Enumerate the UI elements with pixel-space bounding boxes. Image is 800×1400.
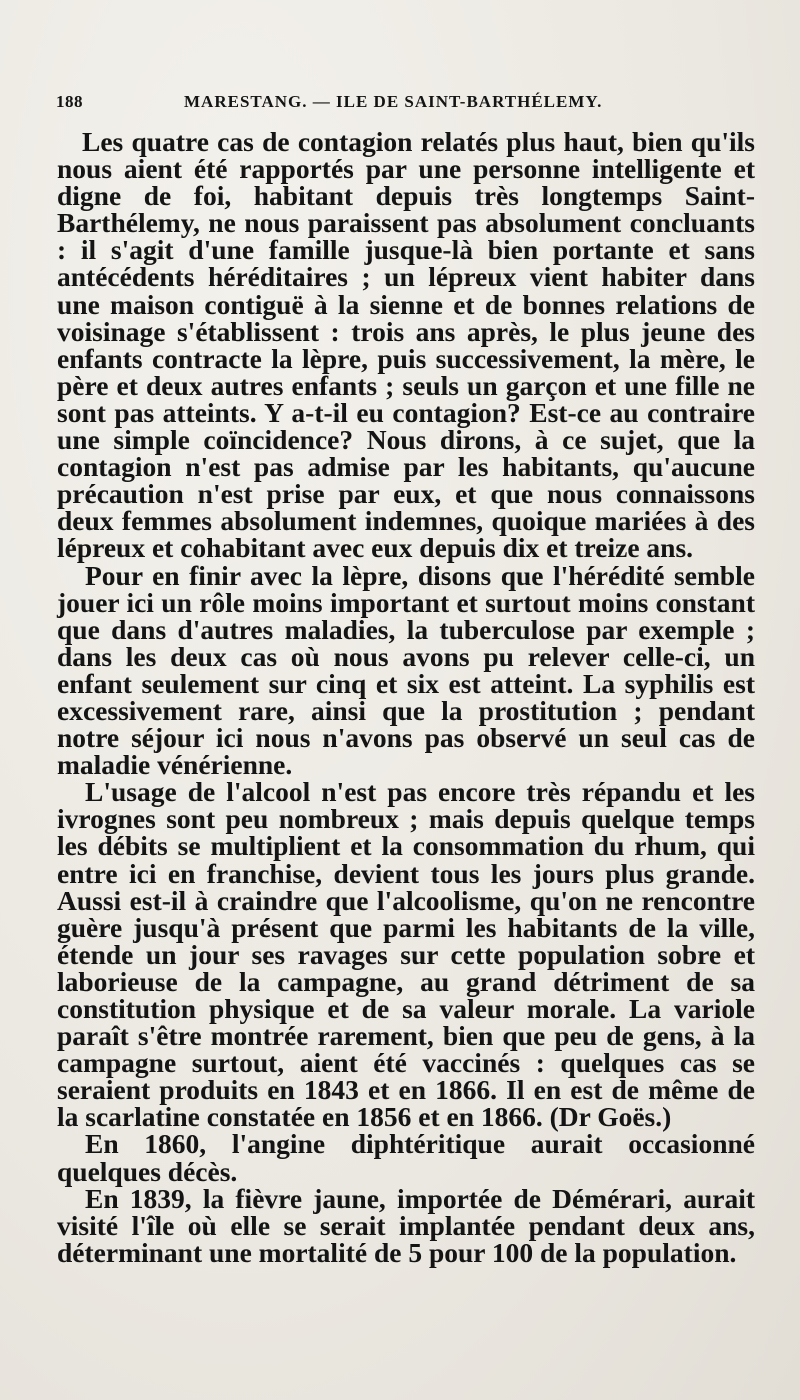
paragraph-yellow-fever: En 1839, la fièvre jaune, importée de Démérari, aurait visité l'île où elle se serait implantée pendant deux ans, déterminant une mortalité de 5 pour 100 de la population. xyxy=(57,1182,755,1268)
page-header xyxy=(56,92,756,118)
paragraph-contagion: Les quatre cas de contagion relatés plus haut, bien qu'ils nous aient été rapportés par une personne intelligente et digne de foi, habitant depuis très longtemps Saint-Barthélemy, ne nous paraissent pas absolument concluants : il s'agit d'une famille jusque-là bien portante et sans antécédents héréditaires ; un lépreux vient habiter dans une maison contiguë à la sienne et de bonnes relations de voisinage s'établissent : trois ans après, le plus jeune des enfants contracte la lèpre, puis successivement, la mère, le père et deux autres enfants ; seuls un garçon et une fille ne sont pas atteints. Y a-t-il eu contagion? Est-ce au contraire une simple coïncidence? Nous dirons, à ce sujet, que la contagion n'est pas admise par les habitants, qu'aucune précaution n'est prise par eux, et que nous connaissons deux femmes absolument indemnes, quoique mariées à des lépreux et cohabitant avec eux depuis dix et treize ans. xyxy=(57,126,755,564)
body-text xyxy=(57,128,755,1266)
paragraph-heredity: Pour en finir avec la lèpre, disons que l'hérédité semble jouer ici un rôle moins important et surtout moins constant que dans d'autres maladies, la tuberculose par exemple ; dans les deux cas où nous avons pu relever celle-ci, un enfant seulement sur cinq et six est atteint. La syphilis est excessivement rare, ainsi que la prostitution ; pendant notre séjour ici nous n'avons pas observé un seul cas de maladie vénérienne. xyxy=(57,559,755,781)
page-number: 188 xyxy=(56,92,83,111)
paragraph-alcohol: L'usage de l'alcool n'est pas encore très répandu et les ivrognes sont peu nombreux ; mais depuis quelque temps les débits se multiplient et la consommation du rhum, qui entre ici en franchise, devient tous les jours plus grande. Aussi est-il à craindre que l'alcoolisme, qu'on ne rencontre guère jusqu'à présent que parmi les habitants de la ville, étende un jour ses ravages sur cette population sobre et laborieuse de la campagne, au grand détriment de sa constitution physique et de sa valeur morale. La variole paraît s'être montrée rarement, bien que peu de gens, à la campagne surtout, aient été vaccinés : quelques cas se seraient produits en 1843 et en 1866. Il en est de même de la scarlatine constatée en 1856 et en 1866. (Dr Goës.) xyxy=(57,776,755,1133)
running-head: MARESTANG. — ILE DE SAINT-BARTHÉLEMY. xyxy=(184,92,603,111)
paragraph-diphtheria: En 1860, l'angine diphtéritique aurait occasionné quelques décès. xyxy=(57,1128,755,1187)
